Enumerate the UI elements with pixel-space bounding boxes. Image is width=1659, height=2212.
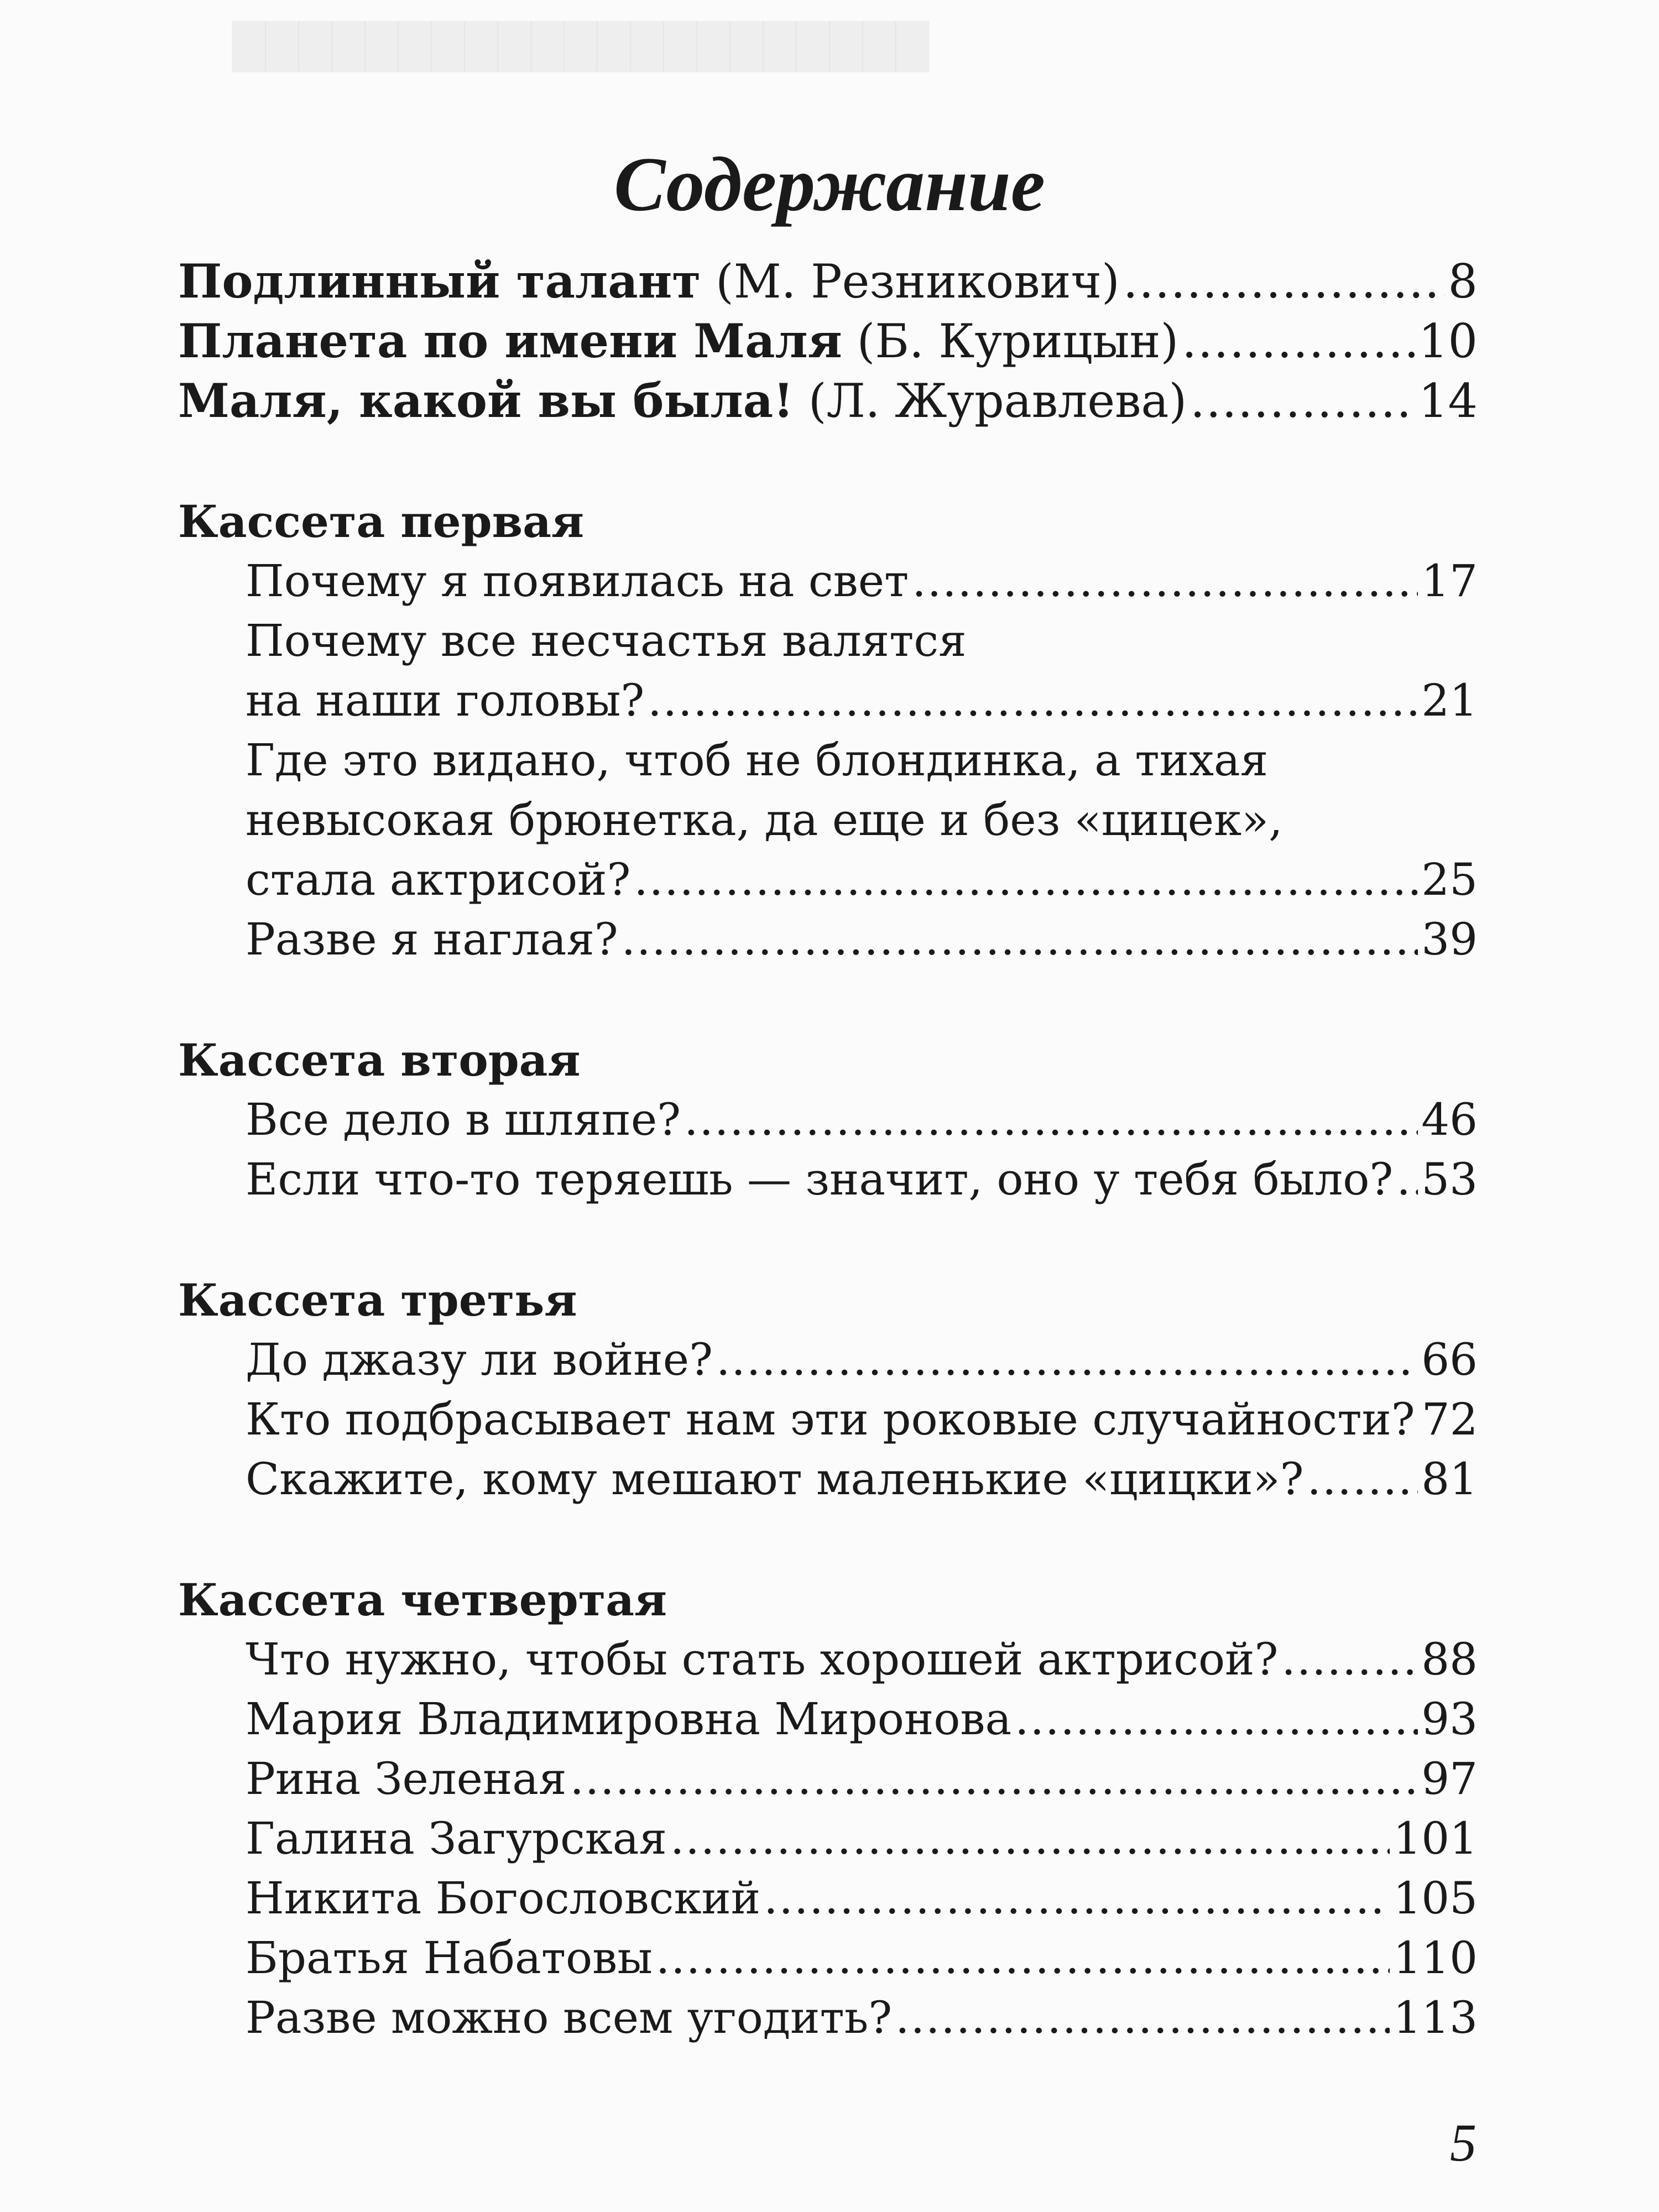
toc-entry-title-text: Братья Набатовы	[246, 1932, 653, 1984]
dot-leader	[634, 850, 1418, 910]
toc-entry-title	[246, 1330, 713, 1390]
toc-page-number: 25	[1421, 854, 1478, 905]
toc-entry	[246, 1988, 1478, 2048]
toc-entry-title	[246, 1869, 760, 1928]
toc-entry-title-text: Разве можно всем угодить?	[246, 1992, 893, 2043]
toc-entry-title-bold: Планета по имени Маля	[178, 314, 842, 368]
dot-leader	[1281, 1630, 1418, 1689]
toc-page-number: 14	[1418, 374, 1478, 428]
toc-entry-title	[246, 1150, 1393, 1209]
toc-entry-title	[246, 1090, 681, 1150]
toc-entry-title-text: на наши головы?	[246, 675, 645, 726]
bleed-through-decoration: █████████████████████	[232, 22, 929, 72]
toc-entry-title-bold: Маля, какой вы была!	[178, 373, 794, 428]
toc-entry	[246, 551, 1478, 611]
toc-entry-title-text: (М. Резникович)	[701, 254, 1120, 309]
toc-page-number: 81	[1421, 1453, 1478, 1505]
toc-entry	[246, 1869, 1478, 1928]
toc-page-number: 10	[1418, 314, 1478, 368]
toc-entry-title	[178, 311, 1178, 371]
toc-page-number: 17	[1421, 555, 1478, 607]
toc-entry	[246, 1749, 1478, 1809]
toc-entry-title	[178, 371, 1187, 431]
toc-entry-title-text: (Л. Журавлева)	[794, 374, 1187, 428]
dot-leader	[764, 1869, 1390, 1928]
toc-page-number: 110	[1393, 1932, 1478, 1984]
toc-entry-title	[246, 551, 909, 611]
toc-entry	[246, 1150, 1478, 1209]
toc-entry-title-text: Если что-то теряешь — значит, оно у тебя было?	[246, 1154, 1394, 1205]
toc-entry-title	[246, 1809, 667, 1869]
dot-leader	[670, 1809, 1390, 1869]
toc-entry	[178, 371, 1478, 431]
toc-entry	[246, 850, 1478, 910]
toc-page-number: 88	[1421, 1634, 1478, 1685]
dot-leader	[895, 1988, 1390, 2048]
toc-entry-title-text: (Б. Курицын)	[842, 314, 1179, 368]
dot-leader	[1182, 311, 1415, 371]
dot-leader	[1307, 1449, 1418, 1509]
dot-leader	[1396, 1150, 1418, 1209]
dot-leader	[1015, 1689, 1418, 1749]
section-heading: Кассета третья	[178, 1274, 577, 1326]
toc-page-number: 72	[1421, 1394, 1478, 1445]
toc-entry	[246, 1630, 1478, 1689]
toc-entry-line: Где это видано, чтоб не блондинка, а тихая	[246, 734, 1269, 786]
toc-entry-title-text: Все дело в шляпе?	[246, 1094, 681, 1145]
toc-page-number: 53	[1421, 1154, 1478, 1205]
toc-entry-title-text: Мария Владимировна Миронова	[246, 1693, 1012, 1745]
toc-entry-title-bold: Подлинный талант	[178, 254, 701, 309]
toc-entry	[246, 1928, 1478, 1988]
toc-entry-title-text: стала актрисой?	[246, 854, 631, 905]
toc-entry-title	[246, 910, 618, 969]
toc-entry-title-text: До джазу ли войне?	[246, 1334, 713, 1385]
toc-page-number: 97	[1421, 1753, 1478, 1804]
toc-entry	[246, 1449, 1478, 1509]
page-title: Содержание	[614, 141, 1045, 227]
toc-entry-title-text: Разве я наглая?	[246, 914, 618, 965]
toc-entry-title	[246, 671, 644, 731]
toc-entry-title-text: Никита Богословский	[246, 1872, 761, 1924]
section-heading: Кассета четвертая	[178, 1574, 667, 1626]
toc-entry-title	[246, 1689, 1011, 1749]
toc-entry-title	[178, 252, 1120, 311]
toc-page-number: 46	[1421, 1094, 1478, 1145]
dot-leader	[570, 1749, 1418, 1809]
toc-entry-title	[246, 1749, 566, 1809]
toc-entry	[246, 671, 1478, 731]
toc-entry-line: Почему все несчастья валятся	[246, 615, 967, 666]
toc-page-number: 101	[1393, 1813, 1478, 1864]
toc-page-number: 8	[1448, 254, 1478, 309]
toc-page-number: 113	[1393, 1992, 1478, 2043]
toc-entry-title-text: Почему я появилась на свет	[246, 555, 909, 607]
toc-entry-title-text: Галина Загурская	[246, 1813, 667, 1864]
toc-entry	[246, 1689, 1478, 1749]
toc-entry-title-text: Скажите, кому мешают маленькие «цицки»?	[246, 1453, 1304, 1505]
dot-leader	[1123, 252, 1445, 311]
toc-entry-title	[246, 850, 630, 910]
toc-entry-title-text: Кто подбрасывает нам эти роковые случайности?	[246, 1394, 1415, 1445]
toc-entry	[246, 1090, 1478, 1150]
toc-entry-line: невысокая брюнетка, да еще и без «цицек»,	[246, 794, 1283, 846]
toc-entry	[246, 1330, 1478, 1390]
toc-page-number: 66	[1421, 1334, 1478, 1385]
toc-page-number: 93	[1421, 1693, 1478, 1745]
dot-leader	[1190, 371, 1415, 431]
page-number: 5	[1450, 2113, 1477, 2172]
toc-page-number: 105	[1393, 1872, 1478, 1924]
toc-entry-title	[246, 1390, 1415, 1449]
toc-entry	[246, 910, 1478, 969]
section-heading: Кассета первая	[178, 495, 585, 547]
toc-page-number: 39	[1421, 914, 1478, 965]
dot-leader	[912, 551, 1418, 611]
toc-entry-title	[246, 1928, 653, 1988]
toc-entry	[246, 1390, 1478, 1449]
toc-entry-title-text: Что нужно, чтобы стать хорошей актрисой?	[246, 1634, 1279, 1685]
toc-entry-title	[246, 1988, 892, 2048]
toc-entry-title	[246, 1630, 1278, 1689]
dot-leader	[622, 910, 1418, 969]
toc-page-number: 21	[1421, 675, 1478, 726]
dot-leader	[656, 1928, 1390, 1988]
toc-entry	[178, 252, 1478, 311]
section-heading: Кассета вторая	[178, 1034, 581, 1086]
dot-leader	[684, 1090, 1418, 1150]
toc-entry	[246, 1809, 1478, 1869]
dot-leader	[716, 1330, 1418, 1390]
toc-entry	[178, 311, 1478, 371]
toc-entry-title-text: Рина Зеленая	[246, 1753, 567, 1804]
dot-leader	[648, 671, 1418, 731]
toc-entry-title	[246, 1449, 1304, 1509]
